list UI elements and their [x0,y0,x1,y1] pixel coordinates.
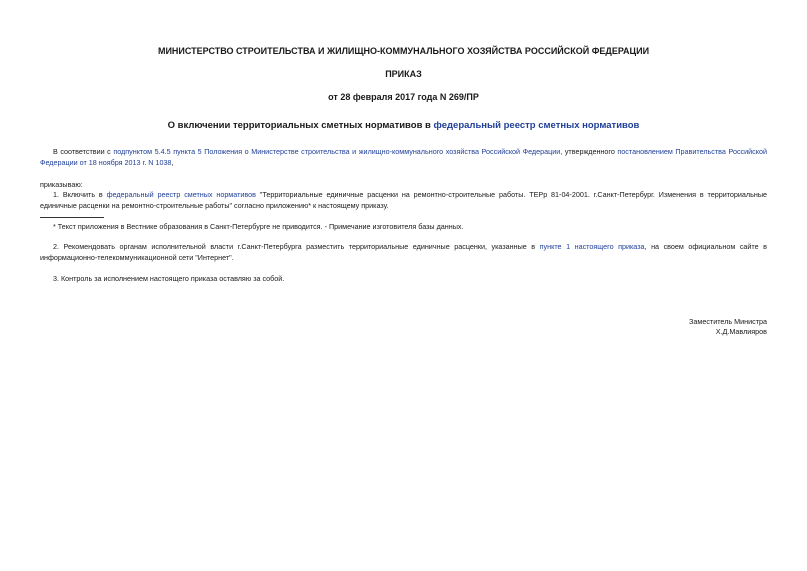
document-type: ПРИКАЗ [385,69,422,79]
registry-link[interactable]: федеральный реестр сметных нормативов [106,190,256,199]
government-decree-link[interactable]: постановлением Правительства Российской Федерации от 18 ноября 2013 г. N 1038 [40,147,768,167]
federal-registry-link[interactable]: федеральный реестр сметных нормативов [433,120,640,131]
ministry-heading: МИНИСТЕРСТВО СТРОИТЕЛЬСТВА И ЖИЛИЩНО-КОММУНАЛЬНОГО ХОЗЯЙСТВА РОССИЙСКОЙ ФЕДЕРАЦИИ [157,46,650,56]
basis-text-1: В соответствии с [53,147,114,156]
item-3-paragraph: 3. Контроль за исполнением настоящего приказа оставляю за собой. [53,274,285,283]
document-date: от 28 февраля 2017 года N 269/ПР [328,92,479,102]
title-text: О включении территориальных сметных нормативов в [167,120,434,131]
item-1-paragraph [40,190,767,211]
item-1-text-1: 1. Включить в [53,190,107,199]
signatory-name: Х.Д.Мавлияров [715,327,767,336]
regulation-link[interactable]: подпунктом 5.4.5 пункта 5 Положения о Министерстве строительства и жилищно-коммунального хозяйства Российской Федерации [113,147,561,156]
basis-paragraph [40,147,767,168]
item-1-reference-link[interactable]: пункте 1 настоящего приказа [539,242,645,251]
item-1-text-2: "Территориальные единичные расценки на ремонтно-строительные работы. ТЕРр 81-04-2001. г.Санкт-Петербург. Изменения в территориальные единичные расценки на ремонтно-строительные работы" согласно приложению* к настоящему приказу. [40,190,767,210]
document-title [0,120,807,131]
item-2-text-2: , на своем официальном сайте в информационно-телекоммуникационной сети "Интернет". [40,242,768,262]
basis-text-3: , [171,157,174,167]
signatory-position: Заместитель Министра [689,317,767,326]
footnote-divider [40,217,104,218]
item-2-text-1: 2. Рекомендовать органам исполнительной власти г.Санкт-Петербурга разместить территориальные единичные расценки, указанные в [53,242,540,251]
footnote: * Текст приложения в Вестнике образования в Санкт-Петербурге не приводится. - Примечание изготовителя базы данных. [53,222,464,231]
item-2-paragraph [40,242,767,263]
order-word: приказываю: [40,180,83,189]
basis-text-2: , утвержденного [560,147,618,156]
